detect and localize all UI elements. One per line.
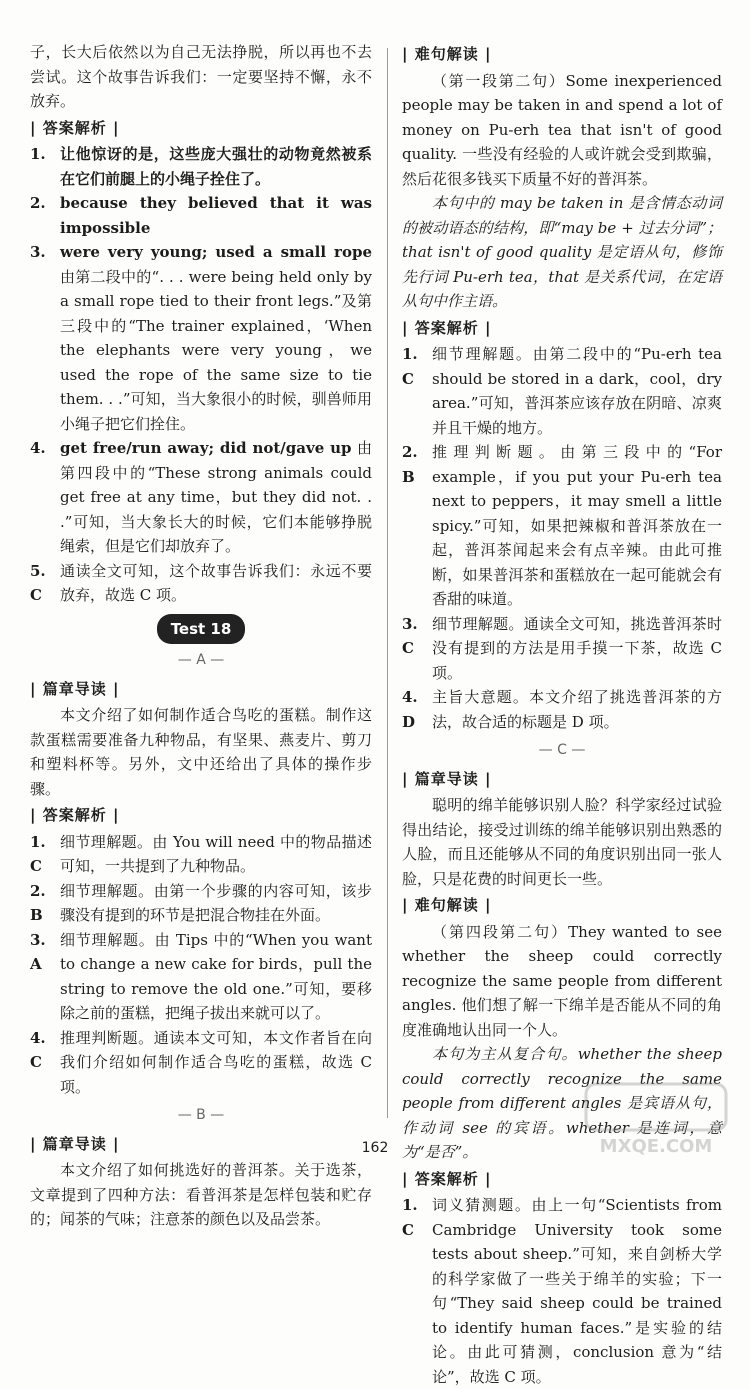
answers-header: | 答案解析 | <box>30 118 120 137</box>
b-answer-2: 2. B 推理判断题。由第三段中的“For example，if you put your Pu-erh tea next to peppers，it may smell a little spicy.”可知，如果把辣椒和普洱茶放在一起，普洱茶闻起来会有点辛辣。由此可推断，如果普洱茶和蛋糕放在一起可能就会有香甜的味道。 <box>402 443 722 608</box>
b-answer-3: 3. C 细节理解题。通读全文可知，挑选普洱茶时没有提到的方法是用手摸一下茶，故选 C 项。 <box>402 614 722 682</box>
answers-header-b: | 答案解析 | <box>402 318 492 337</box>
guide-header-a: | 篇章导读 | <box>30 679 120 698</box>
guide-c: 聪明的绵羊能够识别人脸？科学家经过试验得出结论，接受过训练的绵羊能够识别出熟悉的人脸，而且还能够从不同的角度识别出同一张人脸，只是花费的时间更长一些。 <box>402 796 722 888</box>
answers-header-c: | 答案解析 | <box>402 1169 492 1188</box>
page-number: 162 <box>361 1140 389 1156</box>
right-column <box>402 40 722 1389</box>
answers-header-a: | 答案解析 | <box>30 806 120 824</box>
guide-header-c: | 篇章导读 | <box>402 769 492 788</box>
c-answer-1: 1. C 词义猜测题。由上一句“Scientists from Cambridge University took some tests about sheep.”可知，来自剑桥大学的科学家做了一些关于绵羊的实验；下一句“They said sheep could be trained to identify human faces.”是实验的结论。由此可猜测，conclusion 意为“结论”，故选 C 项。 <box>402 1196 722 1386</box>
answer-3: 3. were very young; used a small rope 由第二段中的“. . . were being held only by a small rope tied to their front legs.”及第三段中的“The trainer explained，‘When the elephants were very young，we used the rope of the same size to tie them. . .”可知，当大象很小的时候，驯兽师用小绳子把它们拴住。 <box>30 243 372 433</box>
left-column <box>30 40 372 1232</box>
hard-sentence-note-c: 本句为主从复合句。whether the sheep could correctly recognize the same people from different angles 是宾语从句，作动词 see 的宾语。whether 是连词，意为“是否”。 <box>402 1045 722 1161</box>
watermark-logo <box>566 1080 746 1162</box>
hard-sentence-header-c: | 难句解读 | <box>402 896 492 914</box>
hard-sentence-note-b: 本句中的 may be taken in 是含情态动词的被动语态的结构，即“may be + 过去分词”；that isn't of good quality 是定语从句，修饰先行词 Pu-erh tea，that 是关系代词，在定语从句中作主语。 <box>402 194 722 310</box>
a-answer-4: 4. C 推理判断题。通读本文可知，本文作者旨在向我们介绍如何制作适合鸟吃的蛋糕，故选 C 项。 <box>30 1028 372 1096</box>
svg-text:MXQE.COM: MXQE.COM <box>599 1136 713 1157</box>
guide-b: 本文介绍了如何挑选好的普洱茶。关于选茶，文章提到了四种方法：看普洱茶是怎样包装和贮存的；闻茶的气味；注意茶的颜色以及品尝茶。 <box>30 1161 372 1228</box>
a-answer-3: 3. A 细节理解题。由 Tips 中的“When you want to change a new cake for birds，pull the string to remove the old one.”可知，要移除之前的蛋糕，把绳子拔出来就可以了。 <box>30 930 372 1022</box>
guide-a: 本文介绍了如何制作适合鸟吃的蛋糕。制作这款蛋糕需要准备九种物品，有坚果、燕麦片、剪刀和塑料杯等。另外，文中还给出了具体的操作步骤。 <box>30 706 372 798</box>
section-a-label: — A — <box>177 652 225 668</box>
b-answer-1: 1. C 细节理解题。由第二段中的“Pu-erh tea should be stored in a dark，cool，dry area.”可知，普洱茶应该存放在阴暗、凉爽并且干燥的地方。 <box>402 345 722 437</box>
answer-1: 1. 让他惊讶的是，这些庞大强壮的动物竟然被系在它们前腿上的小绳子拴住了。 <box>30 145 372 188</box>
hard-sentence-header: | 难句解读 | <box>402 45 492 63</box>
column-divider <box>387 48 388 1118</box>
a-answer-1: 1. C 细节理解题。由 You will need 中的物品描述可知，一共提到了九种物品。 <box>30 832 372 875</box>
answer-2: 2. because they believed that it was impossible <box>30 194 372 237</box>
section-c-label: — C — <box>538 742 586 758</box>
section-b-label: — B — <box>177 1107 225 1123</box>
guide-header-b: | 篇章导读 | <box>30 1134 120 1153</box>
hard-sentence-b: （第一段第二句）Some inexperienced people may be taken in and spend a lot of money on Pu-erh tea that isn't of good quality. 一些没有经验的人或许就会受到欺骗，然后花很多钱买下质量不好的普洱茶。 <box>402 71 722 188</box>
a-answer-2: 2. B 细节理解题。由第一个步骤的内容可知，该步骤没有提到的环节是把混合物挂在外面。 <box>30 881 372 924</box>
story-ending: 子，长大后依然以为自己无法挣脱，所以再也不去尝试。这个故事告诉我们：一定要坚持不懈，永不放弃。 <box>30 43 372 110</box>
answer-5: 5. C 通读全文可知，这个故事告诉我们：永远不要放弃，故选 C 项。 <box>30 561 372 604</box>
answer-4: 4. get free/run away; did not/gave up 由第四段中的“These strong animals could get free at any time，but they did not. . .”可知，当大象长大的时候，它们本能够挣脱绳索，但是它们却放弃了。 <box>30 439 372 555</box>
hard-sentence-c: （第四段第二句）They wanted to see whether the sheep could correctly recognize the same people from different angles. 他们想了解一下绵羊是否能从不同的角度准确地认出同一个人。 <box>402 922 722 1039</box>
test-badge: Test 18 <box>30 614 372 645</box>
b-answer-4: 4. D 主旨大意题。本文介绍了挑选普洱茶的方法，故合适的标题是 D 项。 <box>402 688 722 731</box>
